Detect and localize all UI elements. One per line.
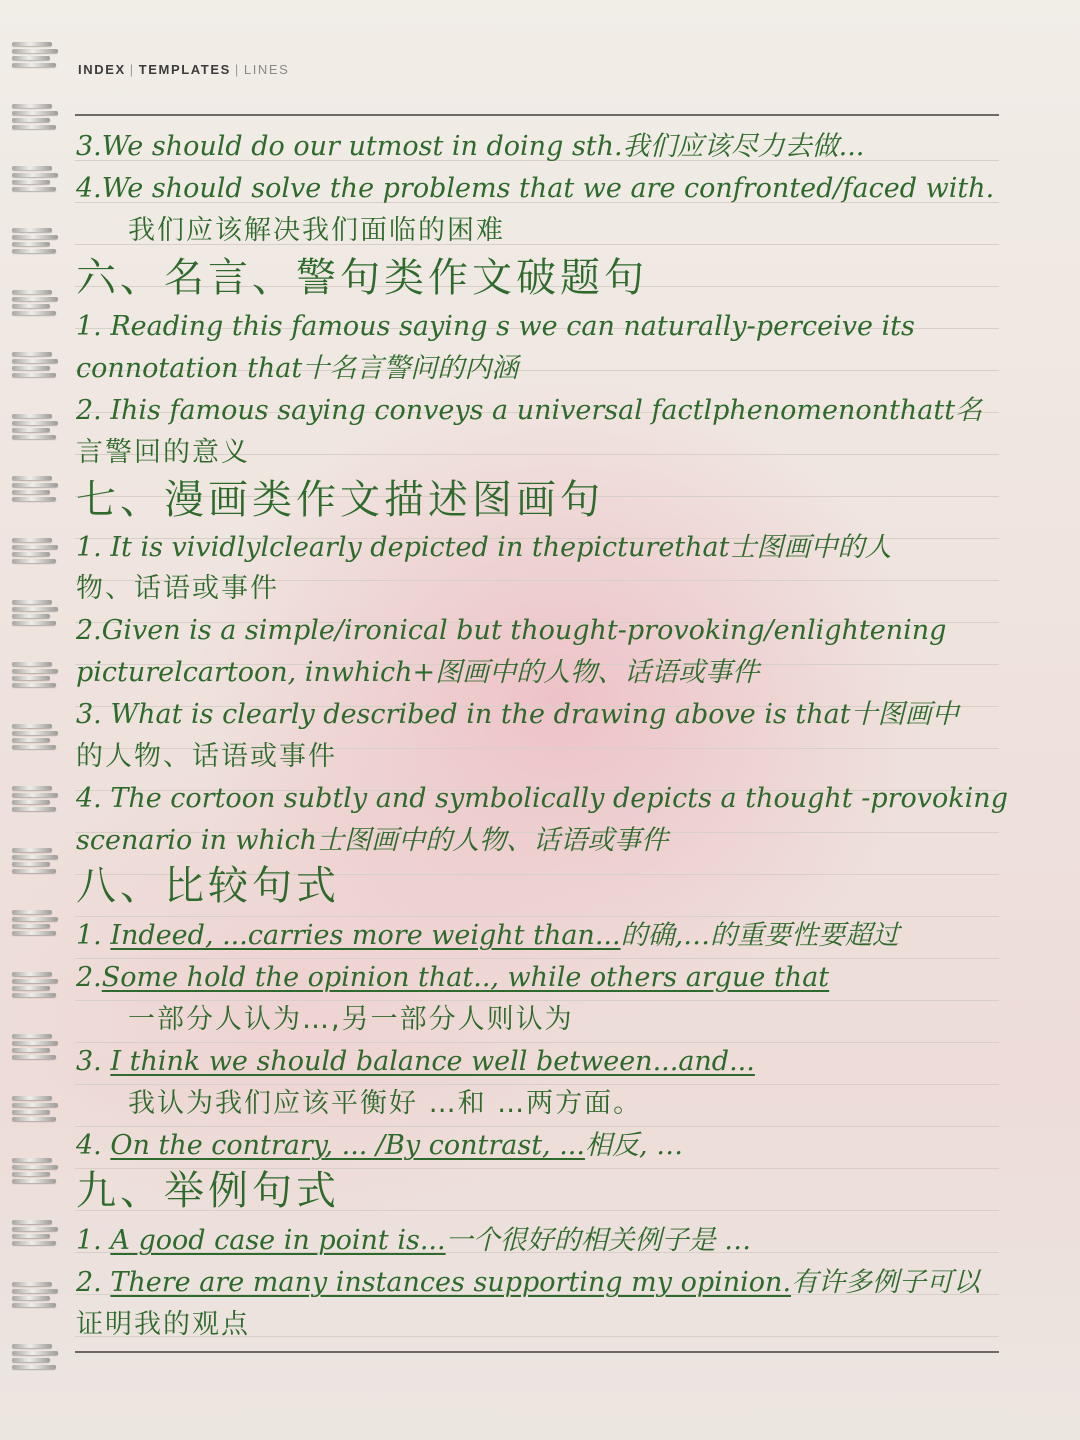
binding-ring: [12, 42, 62, 70]
note-line: 2. Ihis famous saying conveys a universal factlphenomenonthatt名: [76, 395, 983, 426]
top-divider: [75, 114, 999, 116]
note-line: 证明我的观点: [76, 1309, 250, 1340]
binding-ring: [12, 848, 62, 876]
note-line: 1. A good case in point is...一个很好的相关例子是 …: [76, 1225, 752, 1256]
note-line: 一部分人认为…,另一部分人则认为: [128, 1004, 574, 1035]
underlined-phrase: Some hold the opinion that.., while others argue that: [101, 962, 830, 993]
note-line: 物、话语或事件: [76, 573, 279, 604]
binding-ring: [12, 228, 62, 256]
ruled-line: [75, 1126, 999, 1127]
binding-ring: [12, 290, 62, 318]
ruled-line: [75, 1042, 999, 1043]
underlined-phrase: On the contrary, ... /By contrast, ...: [110, 1130, 585, 1161]
note-line: 1. Indeed, ...carries more weight than...的确,…的重要性要超过: [76, 920, 900, 951]
note-line: 的人物、话语或事件: [76, 741, 337, 772]
note-line: picturelcartoon, inwhich+图画中的人物、话语或事件: [76, 657, 760, 688]
note-line: 4. On the contrary, ... /By contrast, ...相反, …: [76, 1130, 684, 1161]
spiral-binding: [0, 0, 70, 1440]
binding-ring: [12, 414, 62, 442]
note-line: 言警回的意义: [76, 437, 250, 468]
note-line: 3. I think we should balance well between...and...: [76, 1046, 755, 1077]
binding-ring: [12, 1034, 62, 1062]
note-line: 1. It is vividlylclearly depicted in thepicturethat士图画中的人: [76, 532, 892, 563]
note-line: 我们应该解决我们面临的困难: [128, 215, 505, 246]
nav-lines[interactable]: LINES: [243, 62, 290, 77]
binding-ring: [12, 1344, 62, 1372]
note-line: 3.We should do our utmost in doing sth.我们应该尽力去做...: [76, 131, 865, 162]
underlined-phrase: Indeed, ...carries more weight than...: [110, 920, 621, 951]
binding-ring: [12, 786, 62, 814]
underlined-phrase: A good case in point is...: [110, 1225, 446, 1256]
nav-index[interactable]: INDEX: [78, 62, 126, 77]
note-line: 3. What is clearly described in the drawing above is that十图画中: [76, 699, 959, 730]
note-line: 2.Some hold the opinion that.., while others argue that: [76, 962, 830, 993]
note-line: 2. There are many instances supporting my opinion.有许多例子可以: [76, 1267, 981, 1298]
underlined-phrase: I think we should balance well between...and...: [110, 1046, 755, 1077]
binding-ring: [12, 724, 62, 752]
binding-ring: [12, 910, 62, 938]
binding-ring: [12, 166, 62, 194]
note-line: connotation that十名言警问的内涵: [76, 353, 519, 384]
bottom-divider: [75, 1351, 999, 1353]
note-line: 4. The cortoon subtly and symbolically depicts a thought -provoking: [76, 783, 1008, 814]
ruled-line: [75, 1084, 999, 1085]
binding-ring: [12, 538, 62, 566]
section-heading-7: 七、漫画类作文描述图画句: [76, 477, 604, 523]
binding-ring: [12, 352, 62, 380]
ruled-line: [75, 916, 999, 917]
section-heading-6: 六、名言、警句类作文破题句: [76, 255, 648, 301]
binding-ring: [12, 662, 62, 690]
binding-ring: [12, 1096, 62, 1124]
underlined-phrase: There are many instances supporting my opinion.: [110, 1267, 792, 1298]
note-line: 2.Given is a simple/ironical but thought-provoking/enlightening: [76, 615, 947, 646]
note-line: 1. Reading this famous saying s we can naturally-perceive its: [76, 311, 915, 342]
binding-ring: [12, 1220, 62, 1248]
binding-ring: [12, 1158, 62, 1186]
note-line: 我认为我们应该平衡好 …和 …两方面。: [128, 1088, 643, 1119]
header-nav: INDEX | TEMPLATES | LINES: [78, 62, 290, 77]
note-line: 4.We should solve the problems that we are confronted/faced with.: [76, 173, 995, 204]
ruled-line: [75, 958, 999, 959]
binding-ring: [12, 476, 62, 504]
note-line: scenario in which士图画中的人物、话语或事件: [76, 825, 669, 856]
nav-templates[interactable]: TEMPLATES: [138, 62, 231, 77]
binding-ring: [12, 972, 62, 1000]
section-heading-8: 八、比较句式: [76, 863, 340, 909]
ruled-line: [75, 1000, 999, 1001]
binding-ring: [12, 600, 62, 628]
binding-ring: [12, 1282, 62, 1310]
binding-ring: [12, 104, 62, 132]
section-heading-9: 九、举例句式: [76, 1168, 340, 1214]
